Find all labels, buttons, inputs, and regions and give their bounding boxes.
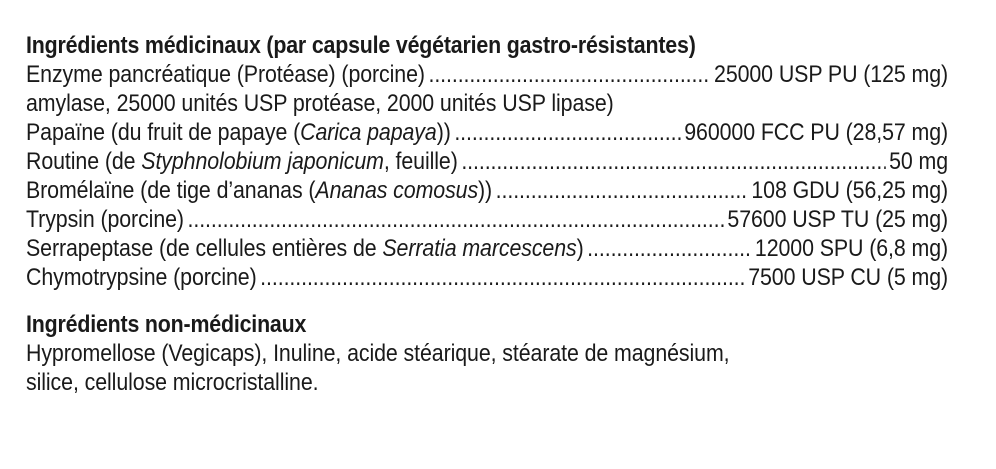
ingredient-row-pancreatic-enzyme xyxy=(26,60,948,89)
latin-name: Carica papaya xyxy=(300,119,437,146)
ingredient-amount: 50 mg xyxy=(889,148,949,175)
ingredient-row-bromelain xyxy=(26,176,948,205)
ingredient-amount: 7500 USP CU (5 mg) xyxy=(748,264,949,291)
name-part: Bromélaïne (de tige d’ananas ( xyxy=(26,177,316,204)
ingredient-row-serrapeptase xyxy=(26,234,948,263)
ingredient-name xyxy=(26,118,451,147)
latin-name: Styphnolobium japonicum xyxy=(141,148,384,175)
dot-leader xyxy=(260,263,744,292)
ingredient-row-trypsin xyxy=(26,205,948,234)
ingredient-amount: 108 GDU (56,25 mg) xyxy=(751,177,949,204)
dot-leader xyxy=(587,234,751,263)
name-part: , feuille) xyxy=(383,148,458,175)
ingredient-name: Enzyme pancréatique (Protéase) (porcine) xyxy=(26,61,425,88)
ingredient-row-chymotrypsin xyxy=(26,263,948,292)
name-part: )) xyxy=(436,119,451,146)
ingredient-amount: 12000 SPU (6,8 mg) xyxy=(754,235,949,262)
non-medicinal-heading: Ingrédients non-médicinaux xyxy=(26,311,307,338)
ingredient-amount: 57600 USP TU (25 mg) xyxy=(727,206,949,233)
name-part: ) xyxy=(576,235,584,262)
section-spacer xyxy=(26,292,948,311)
latin-name: Serratia marcescens xyxy=(382,235,577,262)
name-part: Routine (de xyxy=(26,148,142,175)
ingredient-amount: 960000 FCC PU (28,57 mg) xyxy=(684,119,949,146)
latin-name: Ananas comosus xyxy=(315,177,479,204)
ingredient-name xyxy=(26,234,584,263)
ingredient-name: Trypsin (porcine) xyxy=(26,206,184,233)
ingredient-row-papain xyxy=(26,118,948,147)
medicinal-heading: Ingrédients médicinaux (par capsule végétarien gastro-résistantes) xyxy=(26,32,696,59)
ingredient-name xyxy=(26,176,492,205)
dot-leader xyxy=(428,60,710,89)
non-medicinal-line: silice, cellulose microcristalline. xyxy=(26,369,319,396)
dot-leader xyxy=(461,147,885,176)
dot-leader xyxy=(454,118,680,147)
dot-leader xyxy=(188,205,724,234)
non-medicinal-line: Hypromellose (Vegicaps), Inuline, acide stéarique, stéarate de magnésium, xyxy=(26,340,730,367)
ingredients-panel xyxy=(26,32,948,397)
name-part: Papaïne (du fruit de papaye ( xyxy=(26,119,301,146)
dot-leader xyxy=(496,176,748,205)
name-part: )) xyxy=(478,177,493,204)
name-part: Serrapeptase (de cellules entières de xyxy=(26,235,383,262)
ingredient-amount: 25000 USP PU (125 mg) xyxy=(714,61,949,88)
ingredient-name: Chymotrypsine (porcine) xyxy=(26,264,257,291)
ingredient-name xyxy=(26,147,458,176)
ingredient-row-rutin xyxy=(26,147,948,176)
ingredient-continuation: amylase, 25000 unités USP protéase, 2000 unités USP lipase) xyxy=(26,90,614,117)
